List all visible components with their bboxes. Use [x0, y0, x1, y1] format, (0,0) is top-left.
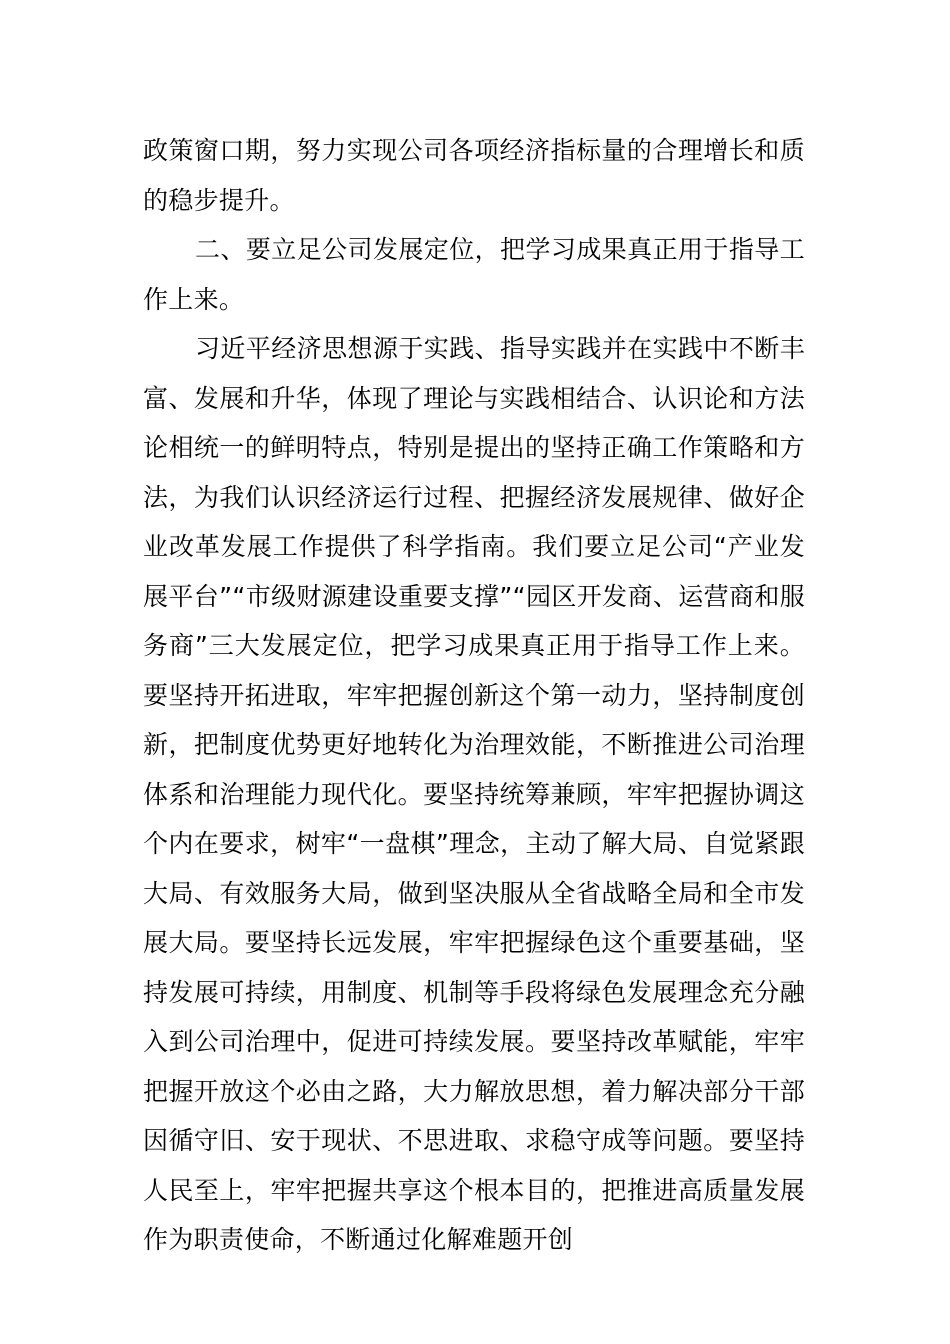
document-page: [143, 126, 805, 1265]
paragraph-continuation: 政策窗口期，努力实现公司各项经济指标量的合理增长和质的稳步提升。: [143, 136, 805, 215]
section-heading: 二、要立足公司发展定位，把学习成果真正用于指导工作上来。: [143, 235, 805, 314]
body-paragraph: 习近平经济思想源于实践、指导实践并在实践中不断丰富、发展和升华，体现了理论与实践相结合、认识论和方法论相统一的鲜明特点，特别是提出的坚持正确工作策略和方法，为我们认识经济运行过程、把握经济发展规律、做好企业改革发展工作提供了科学指南。我们要立足公司“产业发展平台”“市级财源建设重要支撑”“园区开发商、运营商和服务商”三大发展定位，把学习成果真正用于指导工作上来。要坚持开拓进取，牢牢把握创新这个第一动力，坚持制度创新，把制度优势更好地转化为治理效能，不断推进公司治理体系和治理能力现代化。要坚持统筹兼顾，牢牢把握协调这个内在要求，树牢“一盘棋”理念，主动了解大局、自觉紧跟大局、有效服务大局，做到坚决服从全省战略全局和全市发展大局。要坚持长远发展，牢牢把握绿色这个重要基础，坚持发展可持续，用制度、机制等手段将绿色发展理念充分融入到公司治理中，促进可持续发展。要坚持改革赋能，牢牢把握开放这个必由之路，大力解放思想，着力解决部分干部因循守旧、安于现状、不思进取、求稳守成等问题。要坚持人民至上，牢牢把握共享这个根本目的，把推进高质量发展作为职责使命，不断通过化解难题开创: [143, 334, 805, 1254]
